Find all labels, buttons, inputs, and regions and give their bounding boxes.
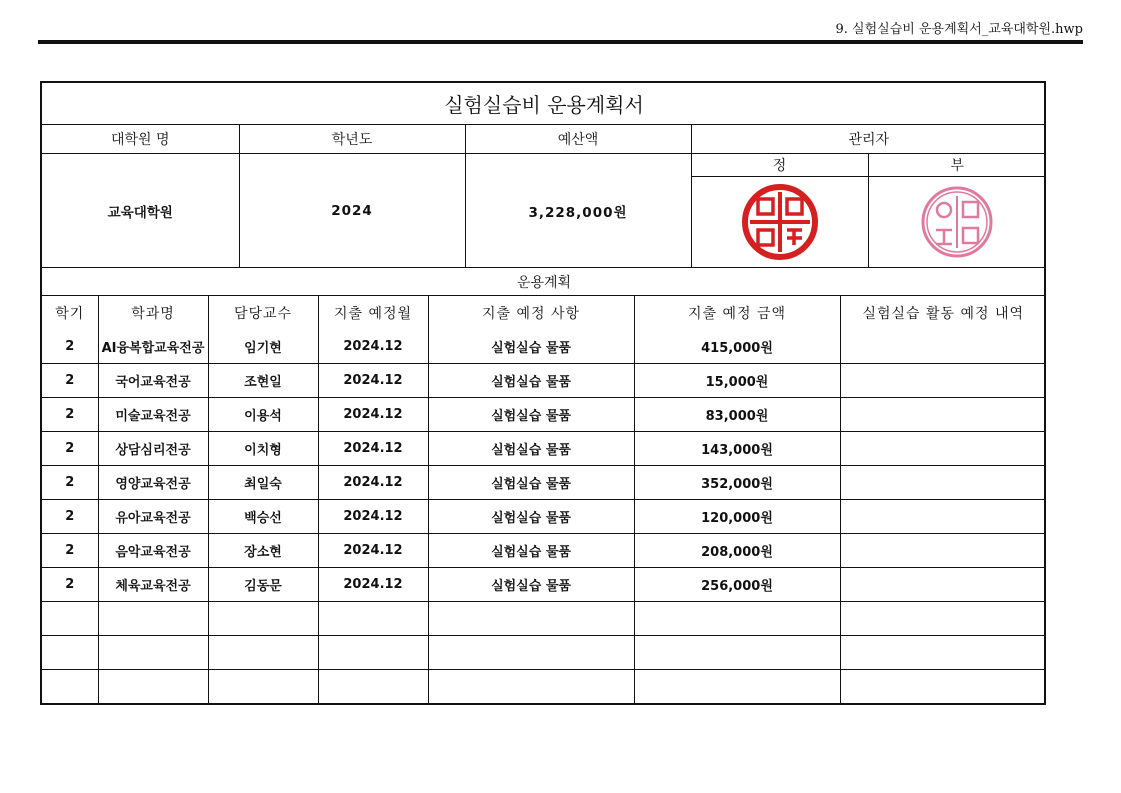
table-row: [42, 432, 1046, 466]
cell-amount: 352,000원: [634, 466, 840, 500]
cell-prof: 임기현: [208, 330, 318, 364]
cell-item: [428, 602, 634, 636]
cell-activity: [840, 466, 1046, 500]
cell-dept: 체육교육전공: [98, 568, 208, 602]
cell-month: 2024.12: [318, 568, 428, 602]
cell-activity: [840, 568, 1046, 602]
stamp-secondary-cell: [868, 177, 1046, 268]
column-header: 지출 예정월: [318, 296, 428, 330]
cell-dept: [98, 670, 208, 704]
value-budget: 3,228,000원: [465, 154, 691, 268]
cell-dept: 상담심리전공: [98, 432, 208, 466]
cell-amount: 143,000원: [634, 432, 840, 466]
seal-stamp-secondary-icon: [917, 182, 997, 262]
stamp-primary-cell: [691, 177, 868, 268]
cell-item: 실험실습 물품: [428, 330, 634, 364]
table-row: [42, 568, 1046, 602]
cell-amount: [634, 636, 840, 670]
cell-dept: 영양교육전공: [98, 466, 208, 500]
value-school: 교육대학원: [42, 154, 239, 268]
cell-item: 실험실습 물품: [428, 398, 634, 432]
cell-semester: 2: [42, 364, 98, 398]
cell-semester: 2: [42, 330, 98, 364]
column-header: 학과명: [98, 296, 208, 330]
cell-item: 실험실습 물품: [428, 432, 634, 466]
cell-activity: [840, 636, 1046, 670]
cell-prof: 김동문: [208, 568, 318, 602]
column-header: 담당교수: [208, 296, 318, 330]
table-row: [42, 466, 1046, 500]
cell-month: [318, 602, 428, 636]
cell-dept: 유아교육전공: [98, 500, 208, 534]
cell-item: 실험실습 물품: [428, 364, 634, 398]
plan-table-header: [42, 296, 1046, 330]
table-row: [42, 534, 1046, 568]
header-manager: 관리자: [691, 125, 1046, 154]
cell-item: 실험실습 물품: [428, 534, 634, 568]
cell-activity: [840, 500, 1046, 534]
column-header: 학기: [42, 296, 98, 330]
cell-activity: [840, 330, 1046, 364]
cell-semester: 2: [42, 534, 98, 568]
header-budget: 예산액: [465, 125, 691, 154]
cell-dept: 미술교육전공: [98, 398, 208, 432]
header-rule: [38, 40, 1083, 44]
cell-semester: 2: [42, 466, 98, 500]
cell-prof: 백승선: [208, 500, 318, 534]
cell-item: 실험실습 물품: [428, 568, 634, 602]
header-manager-primary: 정: [691, 154, 868, 177]
cell-amount: 208,000원: [634, 534, 840, 568]
cell-amount: 415,000원: [634, 330, 840, 364]
cell-activity: [840, 364, 1046, 398]
cell-month: 2024.12: [318, 364, 428, 398]
cell-dept: AI융복합교육전공: [98, 330, 208, 364]
cell-month: 2024.12: [318, 432, 428, 466]
table-row: [42, 636, 1046, 670]
header-year: 학년도: [239, 125, 465, 154]
table-row: [42, 602, 1046, 636]
table-row: [42, 398, 1046, 432]
cell-prof: 이치형: [208, 432, 318, 466]
cell-month: 2024.12: [318, 534, 428, 568]
cell-prof: [208, 670, 318, 704]
cell-activity: [840, 670, 1046, 704]
cell-semester: 2: [42, 432, 98, 466]
cell-activity: [840, 534, 1046, 568]
cell-prof: 장소현: [208, 534, 318, 568]
cell-amount: 15,000원: [634, 364, 840, 398]
cell-semester: 2: [42, 398, 98, 432]
header-school: 대학원 명: [42, 125, 239, 154]
cell-item: 실험실습 물품: [428, 500, 634, 534]
cell-prof: 조현일: [208, 364, 318, 398]
cell-amount: 120,000원: [634, 500, 840, 534]
cell-month: 2024.12: [318, 466, 428, 500]
cell-dept: 음악교육전공: [98, 534, 208, 568]
cell-dept: [98, 602, 208, 636]
cell-activity: [840, 398, 1046, 432]
cell-semester: 2: [42, 500, 98, 534]
cell-prof: 최일숙: [208, 466, 318, 500]
cell-item: [428, 636, 634, 670]
cell-item: [428, 670, 634, 704]
cell-semester: 2: [42, 568, 98, 602]
header-manager-secondary: 부: [868, 154, 1046, 177]
cell-semester: [42, 670, 98, 704]
table-row: [42, 330, 1046, 364]
table-row: [42, 500, 1046, 534]
cell-amount: 83,000원: [634, 398, 840, 432]
plan-table: [42, 296, 1046, 703]
cell-prof: [208, 636, 318, 670]
info-table: [42, 83, 1046, 296]
plan-section-title: 운용계획: [42, 268, 1046, 296]
cell-dept: [98, 636, 208, 670]
cell-activity: [840, 602, 1046, 636]
cell-amount: 256,000원: [634, 568, 840, 602]
cell-item: 실험실습 물품: [428, 466, 634, 500]
cell-semester: [42, 602, 98, 636]
table-row: [42, 670, 1046, 704]
plan-document: [40, 81, 1046, 705]
cell-month: 2024.12: [318, 330, 428, 364]
cell-prof: [208, 602, 318, 636]
column-header: 실험실습 활동 예정 내역: [840, 296, 1046, 330]
cell-month: 2024.12: [318, 500, 428, 534]
column-header: 지출 예정 사항: [428, 296, 634, 330]
cell-amount: [634, 670, 840, 704]
cell-dept: 국어교육전공: [98, 364, 208, 398]
cell-activity: [840, 432, 1046, 466]
cell-prof: 이용석: [208, 398, 318, 432]
cell-semester: [42, 636, 98, 670]
table-row: [42, 364, 1046, 398]
cell-month: [318, 670, 428, 704]
cell-month: [318, 636, 428, 670]
file-name: 9. 실험실습비 운용계획서_교육대학원.hwp: [835, 22, 1083, 37]
column-header: 지출 예정 금액: [634, 296, 840, 330]
cell-month: 2024.12: [318, 398, 428, 432]
cell-amount: [634, 602, 840, 636]
value-year: 2024: [239, 154, 465, 268]
seal-stamp-primary-icon: [740, 182, 820, 262]
document-title: 실험실습비 운용계획서: [42, 83, 1046, 125]
